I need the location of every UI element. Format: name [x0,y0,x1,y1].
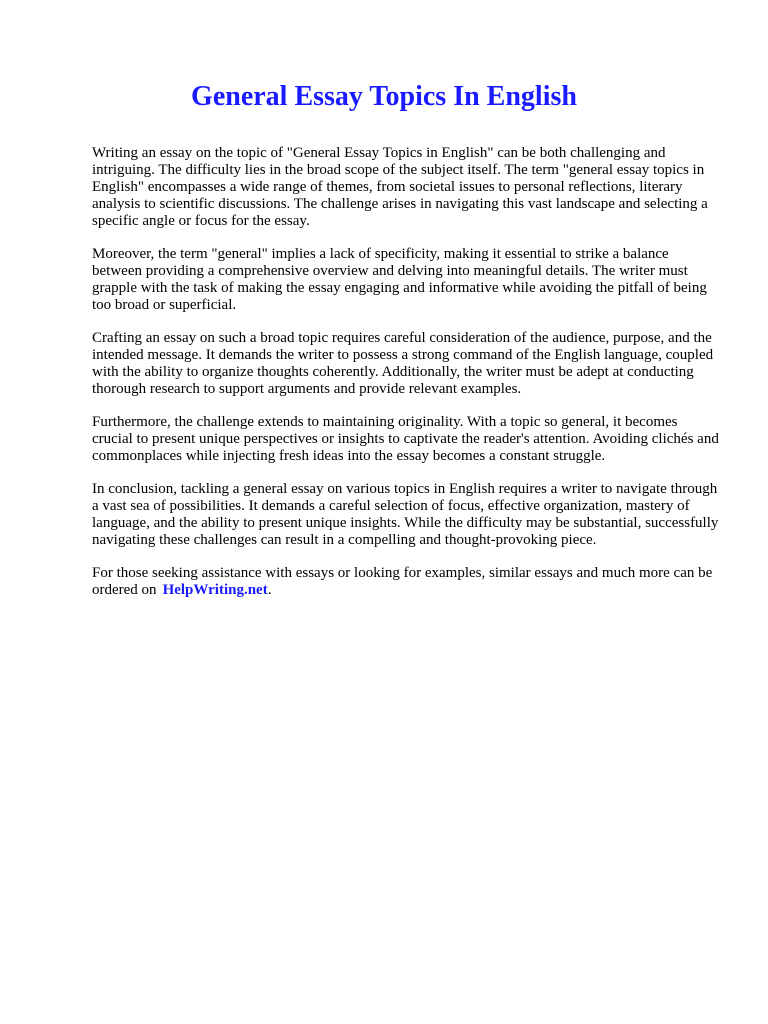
closing-text: For those seeking assistance with essays or looking for examples, similar essays and much more can be ordered on [92,565,713,598]
closing-period: . [267,582,272,598]
essay-body [92,145,720,615]
paragraph-5: In conclusion, tackling a general essay on various topics in English requires a writer to navigate through a vast sea of possibilities. It demands a careful selection of focus, effective organization, mastery of language, and the ability to present unique insights. While the difficulty may be substantial, successfully navigating these challenges can result in a compelling and thought-provoking piece. [92,481,719,548]
helpwriting-link[interactable]: HelpWriting.net [162,582,268,598]
paragraph-3: Crafting an essay on such a broad topic requires careful consideration of the audience, purpose, and the intended message. It demands the writer to possess a strong command of the English language, coupled with the ability to organize thoughts coherently. Additionally, the writer must be adept at conducting thorough research to support arguments and provide relevant examples. [92,330,714,397]
paragraph-2: Moreover, the term "general" implies a lack of specificity, making it essential to strike a balance between providing a comprehensive overview and delving into meaningful details. The writer must grapple with the task of making the essay engaging and informative while avoiding the pitfall of being too broad or superficial. [92,246,707,313]
page-title: General Essay Topics In English [191,81,577,112]
paragraph-4: Furthermore, the challenge extends to maintaining originality. With a topic so general, it becomes crucial to present unique perspectives or insights to captivate the reader's attention. Avoiding clichés and commonplaces while injecting fresh ideas into the essay becomes a constant struggle. [92,414,719,464]
closing-paragraph [92,565,720,599]
paragraph-1: Writing an essay on the topic of "General Essay Topics in English" can be both challenging and intriguing. The difficulty lies in the broad scope of the subject itself. The term "general essay topics in English" encompasses a wide range of themes, from societal issues to personal reflections, literary analysis to scientific discussions. The challenge arises in navigating this vast landscape and selecting a specific angle or focus for the essay. [92,145,708,229]
